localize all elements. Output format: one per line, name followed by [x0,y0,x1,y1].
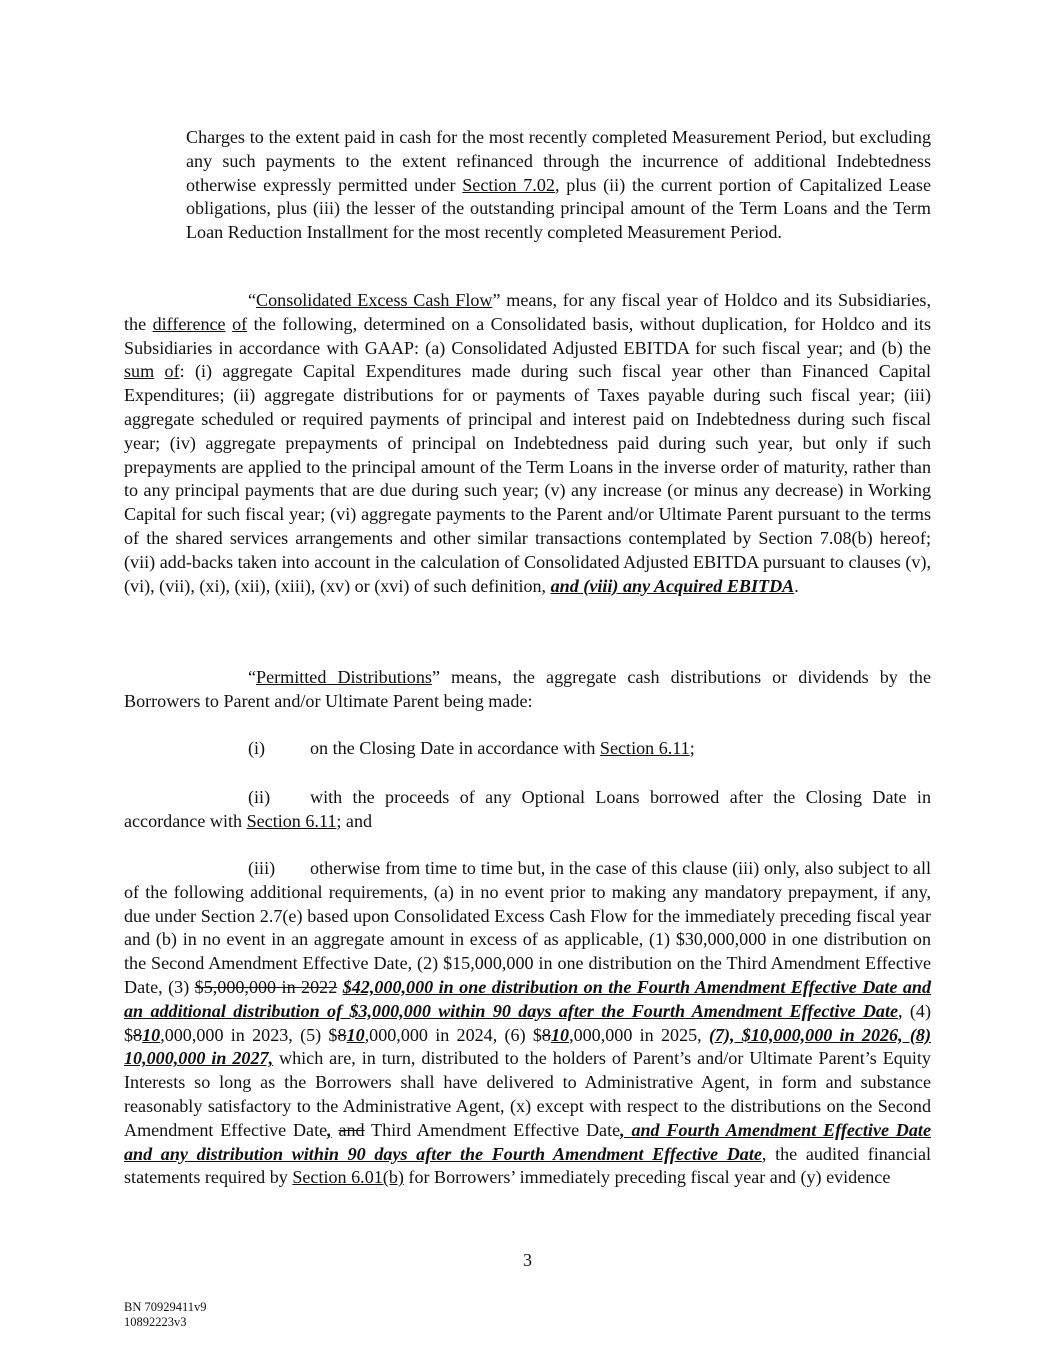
clause-iii [124,857,931,1190]
text-run: on the Closing Date in accordance with [310,738,600,758]
deleted-text: 8 [541,1024,551,1045]
underlined-word: sum [124,361,155,382]
text-run: ; [689,738,695,758]
text-run: : (i) aggregate Capital Expenditures made during such fiscal year other than Financed Capital Expenditures; (ii) aggregate distributions for or payments of Taxes payable during such fiscal year; (iii) aggregate scheduled or required payments of principal and interest paid on Indebtedness during such fiscal year; (iv) aggregate prepayments of principal on Indebtedness paid during such year, but only if such prepayments are applied to the principal amount of the Term Loans in the inverse order of maturity, rather than to any principal payments that are due during such year; (v) any increase (or minus any decrease) in Working Capital for such fiscal year; (vi) aggregate payments to the Parent and/or Ultimate Parent pursuant to the terms of the shared services arrangements and other similar transactions contemplated by Section 7.08(b) hereof; (vii) add-backs taken into account in the calculation of Consolidated Adjusted EBITDA pursuant to clauses (v), (vi), (vii), (xi), (xii), (xiii), (xv) or (xvi) of such definition, [124,361,931,596]
text-run: ; and [336,810,373,831]
deleted-text: and [338,1119,365,1140]
section-reference: Section 7.02 [462,174,555,195]
text-run: . [794,575,799,596]
inserted-text: $42,000,000 in one distribution on the Fourth Amendment Effective Date and an additional distribution of $3,000,000 within 90 days after the Fourth Amendment Effective Date [124,976,931,1021]
paragraph-charges [186,126,931,245]
underlined-word: of [232,313,248,334]
footer-doc-id-2: 10892223v3 [124,1315,187,1329]
text-run: otherwise from time to time but, in the case of this clause (iii) only, also subject to all of the following additional requirements, (a) in no event prior to making any mandatory prepayment, if any, due under Section 2.7(e) based upon Consolidated Excess Cash Flow for the immediately preceding fiscal year and (b) in no event in an aggregate amount in excess of as applicable, (1) $30,000,000 in one distribution on the Second Amendment Effective Date, (2) $15,000,000 in one distribution on the Third Amendment Effective Date, (3) [124,858,931,997]
text-run: ,000,000 in 2025, [569,1024,709,1045]
deleted-text: 8 [337,1024,347,1045]
text-run: ,000,000 in 2024, (6) $ [364,1024,542,1045]
inserted-text: 10 [550,1024,570,1045]
underlined-word: of [164,361,180,382]
clause-ii [124,786,931,834]
text-run: ,000,000 in 2023, (5) $ [160,1024,338,1045]
inserted-text: (7), $10,000,000 in 2026, (8) 10,000,000 in 2027, [124,1024,931,1069]
text-run: Charges to the extent paid in cash for the most recently completed Measurement Period, but excluding any such payments to the extent refinanced through the incurrence of additional Indebtedness otherwise expressly permitted under [186,127,931,195]
inserted-text: 10 [142,1024,161,1045]
text-run: ” means, for any fiscal year of Holdco and its Subsidiaries, the [124,290,931,334]
inserted-text: , and Fourth Amendment Effective Date and any distribution within 90 days after the Fourth Amendment Effective Date [124,1119,931,1164]
text-run: the following, determined on a Consolidated basis, without duplication, for Holdco and its Subsidiaries in accordance with GAAP: (a) Consolidated Adjusted EBITDA for such fiscal year; and (b) the [124,313,931,358]
footer-doc-id-1: BN 70929411v9 [124,1300,207,1314]
text-run: ” means, the aggregate cash distributions or dividends by the Borrowers to Parent and/or Ultimate Parent being made: [124,667,932,711]
definition-permitted-distributions [124,666,931,714]
section-reference: Section 6.01(b) [292,1167,404,1188]
inserted-text: and (viii) any Acquired EBITDA [550,575,795,596]
text-run: , the audited financial statements required by [124,1143,932,1188]
deleted-text: $5,000,000 in 2022 [194,976,338,997]
inserted-text: 10 [346,1024,365,1045]
space [154,361,164,381]
quote-mark: “ [248,290,257,310]
deleted-text: 8 [133,1024,143,1045]
text-run: , (4) $ [124,1000,931,1045]
definition-consolidated-excess-cash-flow [124,289,931,598]
section-reference: Section 6.11 [246,810,337,831]
section-reference: Section 6.11 [599,738,690,758]
document-footer [124,1300,207,1330]
text-run: for Borrowers’ immediately preceding fiscal year and (y) evidence [403,1167,891,1188]
text-run: with the proceeds of any Optional Loans borrowed after the Closing Date in accordance with [124,787,931,831]
underlined-word: difference [152,313,226,334]
clause-number: (ii) [248,787,271,807]
defined-term: Consolidated Excess Cash Flow [256,290,493,310]
text-run: which are, in turn, distributed to the holders of Parent’s and/or Ultimate Parent’s Equity Interests so long as the Borrowers shall have delivered to Administrative Agent, in form and substance reasonably satisfactory to the Administrative Agent, (x) except with respect to the distributions on the Second Amendment Effective Date [124,1048,931,1140]
clause-number: (iii) [248,858,276,878]
clause-number: (i) [248,738,266,758]
page-number: 3 [523,1250,532,1270]
quote-mark: “ [248,667,257,687]
inserted-text: , [327,1119,332,1140]
text-run: Third Amendment Effective Date [364,1119,621,1140]
text-run: , plus (ii) the current portion of Capitalized Lease obligations, plus (iii) the lesser of the outstanding principal amount of the Term Loans and the Term Loan Reduction Installment for the most recently completed Measurement Period. [186,174,931,243]
defined-term: Permitted Distributions [256,667,432,687]
clause-i [124,737,931,761]
